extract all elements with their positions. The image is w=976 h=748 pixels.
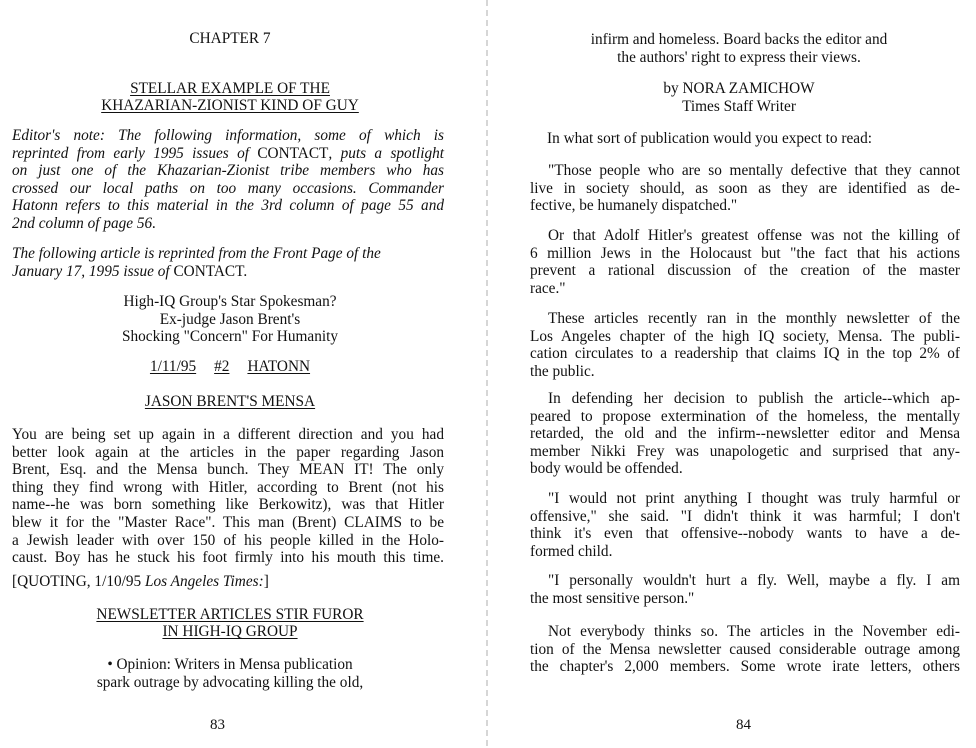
paragraph-line: the public. — [530, 362, 595, 380]
paragraph-line: member Nikki Frey was unapologetic and surprised that any- — [530, 442, 960, 460]
summary-line: the authors' right to express their views. — [617, 48, 861, 66]
article-headline — [0, 293, 460, 346]
editors-note-line: 2nd column of page 56. — [12, 214, 157, 232]
chapter-heading: CHAPTER 7 — [189, 30, 271, 47]
opinion-line: • Opinion: Writers in Mensa publication — [107, 656, 353, 673]
page-number: 84 — [736, 717, 751, 733]
headline-line: High-IQ Group's Star Spokesman? — [123, 293, 337, 310]
paragraph-line: "Those people who are so mentally defective that they cannot — [548, 162, 960, 179]
right-page — [489, 0, 976, 748]
article-paragraph — [547, 130, 967, 148]
editors-note-line: Editor's note: The following information, some of which is — [12, 127, 444, 144]
paragraph-line: live in society should, as soon as they are identified as de- — [530, 179, 960, 197]
quoting-suffix: ] — [263, 573, 269, 590]
editors-note-text: , puts a spotlight — [328, 144, 444, 162]
editors-note-line — [12, 145, 444, 163]
contact-publication-name: CONTACT. — [173, 262, 248, 280]
headline-line: Ex-judge Jason Brent's — [159, 310, 301, 328]
article-paragraph — [530, 310, 960, 380]
paragraph-line: prevent a rational discussion of the creation of the master — [530, 262, 960, 280]
body-line: better look again at the articles in the paper regarding Jason — [12, 443, 444, 461]
body-line: a Jewish leader with over 150 of his people killed in the Holo- — [12, 531, 444, 549]
body-line: Brent, Esq. and the Mensa bunch. They MEAN IT! The only — [12, 461, 444, 479]
paragraph-line: think it's even that offensive--nobody wants to have a de- — [530, 525, 960, 543]
paragraph-line: fective, be humanely dispatched." — [530, 197, 738, 215]
paragraph-line: offensive," she said. "I didn't think it was harmful; I don't — [530, 507, 960, 525]
section-title: JASON BRENT'S MENSA — [144, 393, 316, 410]
opinion-line: spark outrage by advocating killing the old, — [96, 673, 364, 691]
summary-line: infirm and homeless. Board backs the editor and — [590, 31, 888, 48]
body-line: blew it for the "Master Race". This man (Brent) CLAIMS to be — [12, 513, 444, 531]
dateline-author: HATONN — [247, 358, 311, 375]
paragraph-line: Los Angeles chapter of the high IQ society, Mensa. The publi- — [530, 327, 960, 345]
news-title-line-1: NEWSLETTER ARTICLES STIR FUROR — [96, 606, 364, 623]
dateline-date: 1/11/95 — [149, 358, 197, 375]
headline-line: Shocking "Concern" For Humanity — [121, 328, 338, 346]
quoting-line — [12, 573, 444, 591]
body-line: caust. Boy has he stuck his foot firmly into his mouth this time. — [12, 549, 444, 567]
article-paragraph — [530, 162, 960, 215]
article-paragraph — [530, 490, 960, 560]
chapter-title-line-1: STELLAR EXAMPLE OF THE — [130, 80, 330, 97]
paragraph-line: body would be offended. — [530, 460, 683, 478]
paragraph-line: tion of the Mensa newsletter caused considerable outrage among — [530, 640, 960, 658]
paragraph-line: race." — [530, 279, 566, 297]
article-paragraph — [530, 390, 960, 478]
paragraph-line: Not everybody thinks so. The articles in the November edi- — [548, 623, 960, 640]
paragraph-line: In defending her decision to publish the article--which ap- — [548, 390, 960, 407]
quoting-prefix: [QUOTING, 1/10/95 — [12, 573, 145, 590]
paragraph-line: "I would not print anything I thought was truly harmful or — [548, 490, 960, 507]
dateline — [0, 358, 460, 376]
paragraph-line: In what sort of publication would you expect to read: — [547, 130, 872, 147]
paragraph-line: the most sensitive person." — [530, 589, 695, 607]
byline — [519, 80, 959, 115]
paragraph-line: the chapter's 2,000 members. Some wrote irate letters, others — [530, 658, 960, 676]
paragraph-line: These articles recently ran in the monthly newsletter of the — [548, 310, 960, 327]
editors-note-line: on just one of the Khazarian-Zionist tribe members who has — [12, 162, 444, 180]
body-line: name--he was born something like Berkowitz), was that Hitler — [12, 496, 444, 514]
body-line: You are being set up again in a different direction and you had — [12, 426, 444, 443]
editors-note-text: reprinted from early 1995 issues of — [12, 144, 258, 162]
opinion-summary — [0, 656, 460, 691]
article-paragraph — [530, 227, 960, 297]
news-title-line-2: IN HIGH-IQ GROUP — [162, 623, 298, 640]
paragraph-line: formed child. — [530, 542, 613, 560]
byline-author: by NORA ZAMICHOW — [663, 80, 815, 97]
editors-note-line: crossed our local paths on too many occasions. Commander — [12, 179, 444, 197]
byline-role: Times Staff Writer — [682, 97, 796, 115]
body-paragraph — [12, 426, 444, 567]
article-paragraph — [530, 623, 960, 676]
editors-note-line: Hatonn refers to this material in the 3rd column of page 55 and — [12, 197, 444, 215]
quoting-source: Los Angeles Times: — [144, 573, 264, 590]
paragraph-line: "I personally wouldn't hurt a fly. Well, maybe a fly. I am — [548, 572, 960, 589]
reprint-note-text: January 17, 1995 issue of — [12, 262, 174, 280]
article-paragraph — [530, 572, 960, 607]
reprint-note-line — [12, 263, 444, 281]
editors-note — [12, 127, 444, 233]
paragraph-line: cation circulates to a readership that claims IQ in the top 2% of — [530, 345, 960, 363]
dateline-number: #2 — [214, 358, 230, 375]
summary-continuation — [519, 31, 959, 66]
paragraph-line: peared to propose extermination of the homeless, the mentally — [530, 407, 960, 425]
reprint-note-line: The following article is reprinted from the Front Page of the — [12, 245, 381, 262]
page-number: 83 — [210, 717, 225, 733]
paragraph-line: retarded, the old and the infirm--newsletter editor and Mensa — [530, 425, 960, 443]
contact-publication-name: CONTACT — [257, 144, 329, 162]
left-page — [0, 0, 487, 748]
paragraph-line: Or that Adolf Hitler's greatest offense was not the killing of — [548, 227, 960, 244]
body-line: thing they find wrong with Hitler, according to Brent (not his — [12, 478, 444, 496]
reprint-note — [12, 245, 444, 280]
paragraph-line: 6 million Jews in the Holocaust but "the fact that his actions — [530, 244, 960, 262]
chapter-title-line-2: KHAZARIAN-ZIONIST KIND OF GUY — [101, 97, 359, 114]
